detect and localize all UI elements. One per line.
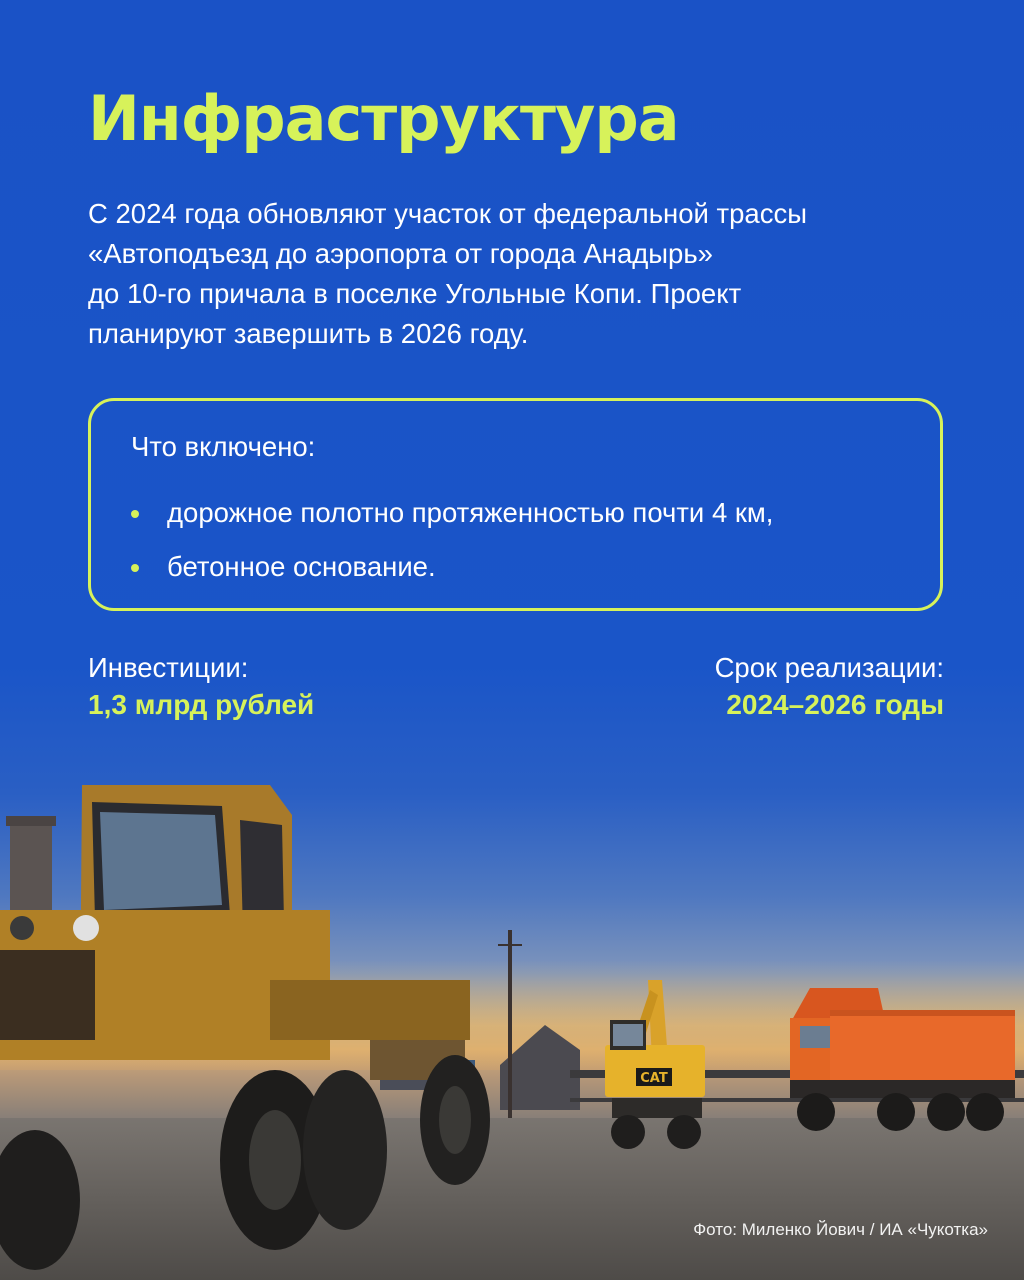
timeline-value: 2024–2026 годы	[726, 689, 944, 720]
investment-value: 1,3 млрд рублей	[88, 689, 315, 720]
intro-line: «Автоподъезд до аэропорта от города Анадырь»	[88, 238, 713, 269]
timeline-label: Срок реализации:	[714, 652, 944, 683]
photo-credit: Фото: Миленко Йович / ИА «Чукотка»	[693, 1220, 988, 1239]
intro-paragraph	[88, 194, 968, 354]
investment-stat	[88, 650, 314, 724]
construction-photo	[0, 720, 1024, 1280]
included-heading: Что включено:	[131, 431, 316, 462]
intro-line: планируют завершить в 2026 году.	[88, 318, 529, 349]
included-list	[131, 497, 773, 605]
intro-line: до 10-го причала в поселке Угольные Копи. Проект	[88, 278, 742, 309]
page-title: Инфраструктура	[88, 82, 679, 155]
list-item	[131, 551, 773, 605]
investment-label: Инвестиции:	[88, 652, 249, 683]
timeline-stat	[715, 650, 944, 724]
list-item	[131, 497, 773, 551]
list-item-text: бетонное основание.	[167, 551, 436, 582]
bullet-icon	[131, 510, 139, 518]
ground	[0, 1118, 1024, 1280]
intro-line: С 2024 года обновляют участок от федеральной трассы	[88, 198, 807, 229]
list-item-text: дорожное полотно протяженностью почти 4 км,	[167, 497, 774, 528]
included-box	[88, 398, 943, 611]
bullet-icon	[131, 564, 139, 572]
cat-logo-text: CAT	[640, 1071, 668, 1086]
